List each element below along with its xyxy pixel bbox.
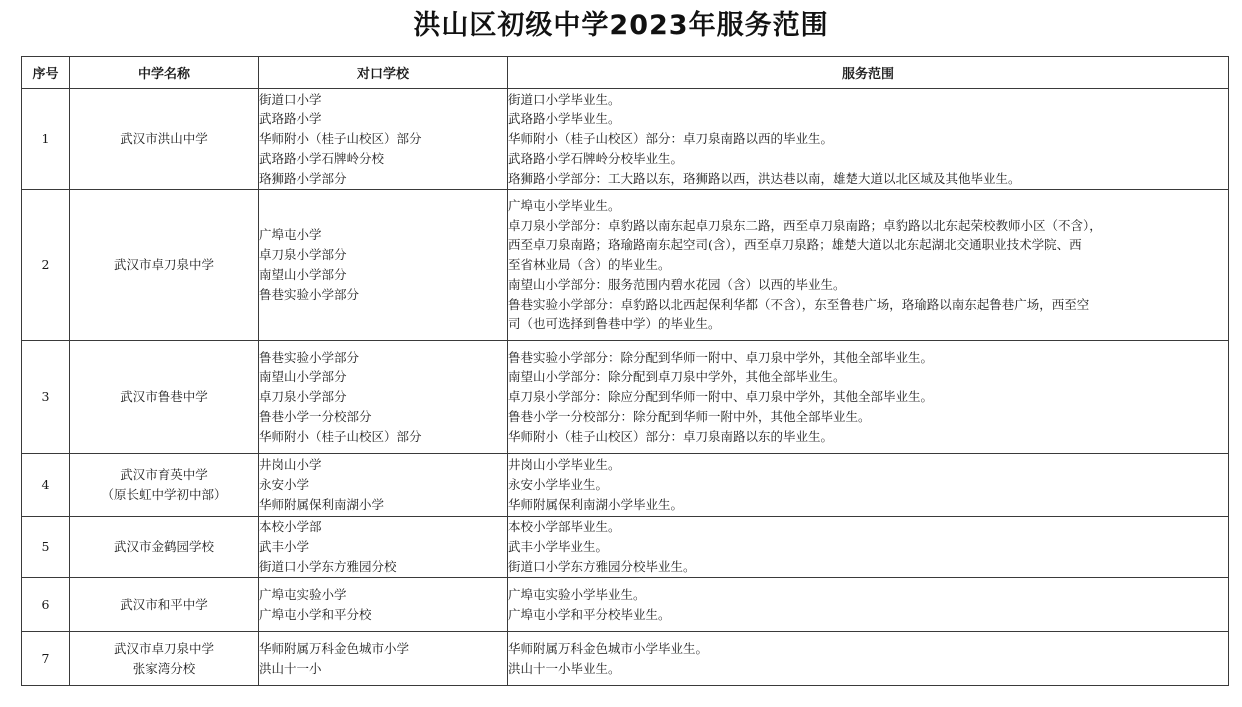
scope-line: 鲁巷实验小学部分：卓豹路以北西起保利华都（不含），东至鲁巷广场，珞瑜路以南东起鲁巷广场，西至空 <box>508 296 1090 312</box>
feeder-school: 永安小学 <box>259 477 310 493</box>
header-school-name: 中学名称 <box>70 57 259 89</box>
school-name-branch: 张家湾分校 <box>132 660 196 676</box>
service-scope <box>508 190 1229 341</box>
table-row <box>22 578 1229 632</box>
table-row <box>22 517 1229 578</box>
feeder-schools <box>259 578 508 632</box>
service-scope <box>508 578 1229 632</box>
school-name-line: 武汉市鲁巷中学 <box>120 389 208 405</box>
scope-line: 武丰小学毕业生。 <box>508 539 609 555</box>
scope-line: 街道口小学东方雅园分校毕业生。 <box>508 558 696 574</box>
scope-line: 华师附小（桂子山校区）部分：卓刀泉南路以西的毕业生。 <box>508 131 834 147</box>
scope-line: 广埠屯小学毕业生。 <box>508 197 621 213</box>
page-title: 洪山区初级中学2023年服务范围 <box>413 10 829 41</box>
row-number: 2 <box>22 190 70 341</box>
row-number: 1 <box>22 89 70 190</box>
feeder-school: 街道口小学 <box>259 91 322 107</box>
table-row <box>22 89 1229 190</box>
school-name-line: 武汉市育英中学 <box>120 467 208 483</box>
feeder-school: 武珞路小学石牌岭分校 <box>259 150 385 166</box>
feeder-school: 井岗山小学 <box>259 457 322 473</box>
service-scope <box>508 341 1229 454</box>
feeder-school: 广埠屯小学和平分校 <box>259 606 372 622</box>
school-name <box>70 517 259 578</box>
row-number: 6 <box>22 578 70 632</box>
school-name <box>70 341 259 454</box>
scope-line: 卓刀泉小学部分：除应分配到华师一附中、卓刀泉中学外，其他全部毕业生。 <box>508 389 934 405</box>
service-scope <box>508 632 1229 686</box>
service-area-table <box>21 56 1229 686</box>
row-number: 3 <box>22 341 70 454</box>
feeder-school: 广埠屯小学 <box>259 227 322 243</box>
feeder-school: 洪山十一小 <box>259 660 322 676</box>
feeder-schools <box>259 517 508 578</box>
feeder-school: 鲁巷实验小学部分 <box>259 286 360 302</box>
feeder-school: 珞狮路小学部分 <box>259 170 347 186</box>
feeder-school: 鲁巷实验小学部分 <box>259 349 360 365</box>
feeder-school: 华师附属万科金色城市小学 <box>259 640 410 656</box>
feeder-school: 街道口小学东方雅园分校 <box>259 558 397 574</box>
scope-line: 华师附属保利南湖小学毕业生。 <box>508 496 684 512</box>
feeder-school: 华师附小（桂子山校区）部分 <box>259 428 422 444</box>
school-name-line: 武汉市洪山中学 <box>120 131 208 147</box>
service-scope <box>508 89 1229 190</box>
scope-line: 本校小学部毕业生。 <box>508 519 621 535</box>
table-row <box>22 341 1229 454</box>
table-row <box>22 454 1229 517</box>
feeder-school: 卓刀泉小学部分 <box>259 247 347 263</box>
scope-line: 华师附属万科金色城市小学毕业生。 <box>508 640 709 656</box>
service-scope <box>508 454 1229 517</box>
row-number: 5 <box>22 517 70 578</box>
header-feeder-schools: 对口学校 <box>259 57 508 89</box>
scope-line: 广埠屯实验小学毕业生。 <box>508 586 646 602</box>
scope-line: 武珞路小学毕业生。 <box>508 111 621 127</box>
scope-line: 南望山小学部分：除分配到卓刀泉中学外，其他全部毕业生。 <box>508 369 846 385</box>
school-name-line: 武汉市和平中学 <box>120 596 208 612</box>
header-service-scope: 服务范围 <box>508 57 1229 89</box>
feeder-school: 武珞路小学 <box>259 111 322 127</box>
feeder-school: 南望山小学部分 <box>259 267 347 282</box>
scope-line: 鲁巷小学一分校部分：除分配到华师一附中外，其他全部毕业生。 <box>508 408 871 424</box>
feeder-school: 卓刀泉小学部分 <box>259 389 347 405</box>
scope-line: 珞狮路小学部分：工大路以东，珞狮路以西，洪达巷以南，雄楚大道以北区域及其他毕业生。 <box>508 170 1021 186</box>
header-row <box>22 57 1229 89</box>
school-name <box>70 632 259 686</box>
feeder-schools <box>259 190 508 341</box>
scope-line: 井岗山小学毕业生。 <box>508 457 621 473</box>
row-number: 7 <box>22 632 70 686</box>
feeder-school: 鲁巷小学一分校部分 <box>259 408 372 424</box>
scope-line: 西至卓刀泉南路；珞瑜路南东起空司(含），西至卓刀泉路；雄楚大道以北东起湖北交通职业技术学院、西 <box>508 237 1082 253</box>
feeder-school: 武丰小学 <box>259 539 310 555</box>
feeder-school: 华师附小（桂子山校区）部分 <box>259 131 422 147</box>
scope-line: 司（也可选择到鲁巷中学）的毕业生。 <box>508 316 721 332</box>
header-no: 序号 <box>22 57 70 89</box>
scope-line: 至省林业局（含）的毕业生。 <box>508 257 671 273</box>
scope-line: 洪山十一小毕业生。 <box>508 660 621 676</box>
scope-line: 卓刀泉小学部分：卓豹路以南东起卓刀泉东二路，西至卓刀泉南路；卓豹路以北东起荣校教师小区（不含）， <box>508 217 1102 233</box>
scope-line: 南望山小学部分：服务范围内碧水花园（含）以西的毕业生。 <box>508 276 846 292</box>
table-row <box>22 190 1229 341</box>
table-row <box>22 632 1229 686</box>
scope-line: 永安小学毕业生。 <box>508 477 609 493</box>
scope-line: 华师附小（桂子山校区）部分：卓刀泉南路以东的毕业生。 <box>508 428 834 444</box>
school-name <box>70 89 259 190</box>
feeder-school: 华师附属保利南湖小学 <box>259 496 385 512</box>
school-name-line: 武汉市金鹤园学校 <box>113 539 214 555</box>
scope-line: 广埠屯小学和平分校毕业生。 <box>508 606 671 622</box>
feeder-schools <box>259 454 508 517</box>
feeder-schools <box>259 632 508 686</box>
feeder-school: 本校小学部 <box>259 519 322 535</box>
school-name <box>70 578 259 632</box>
scope-line: 武珞路小学石牌岭分校毕业生。 <box>508 150 684 166</box>
feeder-school: 广埠屯实验小学 <box>259 586 347 602</box>
service-scope <box>508 517 1229 578</box>
school-name <box>70 190 259 341</box>
school-name-note: （原长虹中学初中部） <box>101 487 227 502</box>
scope-line: 街道口小学毕业生。 <box>508 91 621 107</box>
feeder-schools <box>259 89 508 190</box>
feeder-schools <box>259 341 508 454</box>
row-number: 4 <box>22 454 70 517</box>
school-name-line: 武汉市卓刀泉中学 <box>113 257 214 273</box>
school-name-line: 武汉市卓刀泉中学 <box>113 640 214 656</box>
school-name <box>70 454 259 517</box>
feeder-school: 南望山小学部分 <box>259 369 347 385</box>
scope-line: 鲁巷实验小学部分：除分配到华师一附中、卓刀泉中学外，其他全部毕业生。 <box>508 349 934 365</box>
